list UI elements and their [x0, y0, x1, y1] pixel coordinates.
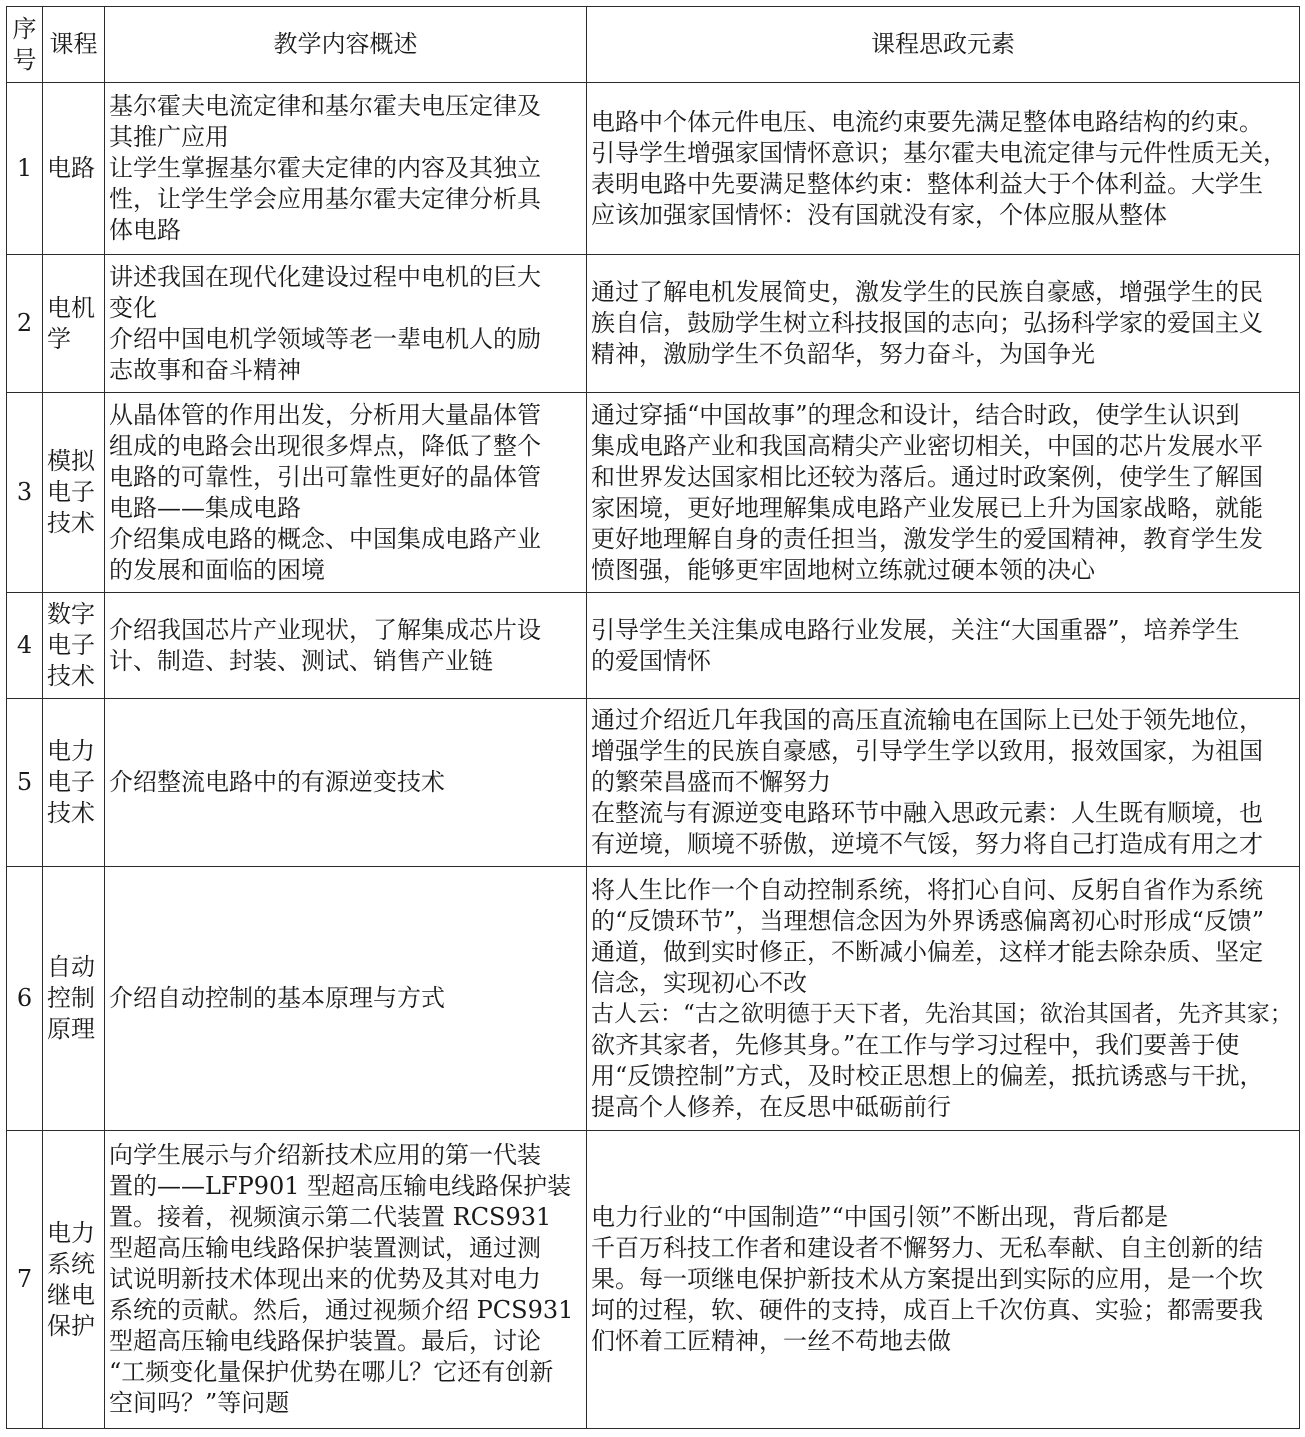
teaching-content-line: 型超高压输电线路保护装置测试，通过测 [109, 1234, 541, 1262]
teaching-content-line: 电路——集成电路 [109, 493, 301, 522]
table-row [7, 867, 1300, 1131]
row-index: 2 [7, 255, 43, 393]
teaching-content [105, 593, 587, 699]
teaching-content [105, 867, 587, 1131]
teaching-content-line: 讲述我国在现代化建设过程中电机的巨大 [109, 262, 541, 291]
ideology-element-line: 通道，做到实时修正，不断减小偏差，这样才能去除杂质、坚定 [591, 937, 1263, 966]
ideology-element-line: 精神，激励学生不负韶华，努力奋斗，为国争光 [591, 340, 1095, 368]
table-row [7, 393, 1300, 593]
ideology-element [587, 255, 1300, 393]
teaching-content-line: 介绍自动控制的基本原理与方式 [109, 984, 445, 1012]
teaching-content-line: 体电路 [109, 216, 181, 244]
ideology-element-line: 在整流与有源逆变电路环节中融入思政元素：人生既有顺境，也 [591, 799, 1263, 827]
teaching-content-line: 其推广应用 [109, 123, 229, 151]
teaching-content-line: 从晶体管的作用出发，分析用大量晶体管 [109, 400, 541, 429]
teaching-content-line: 空间吗？”等问题 [109, 1389, 290, 1417]
table-row [7, 83, 1300, 255]
ideology-element-line: 引导学生关注集成电路行业发展，关注“大国重器”，培养学生 [591, 615, 1240, 644]
ideology-element [587, 867, 1300, 1131]
course-name: 电力系统继电保护 [43, 1131, 105, 1429]
ideology-element-line: 电力行业的“中国制造”“中国引领”不断出现，背后都是 [591, 1203, 1169, 1231]
ideology-element-line: 古人云：“古之欲明德于天下者，先治其国；欲治其国者，先齐其家； [591, 1000, 1293, 1027]
course-name: 自动控制原理 [43, 867, 105, 1131]
ideology-element-line: 的“反馈环节”，当理想信念因为外界诱惑偏离初心时形成“反馈” [591, 906, 1265, 935]
teaching-content-line: 置的——LFP901 型超高压输电线路保护装 [109, 1172, 572, 1200]
teaching-content-line: 介绍集成电路的概念、中国集成电路产业 [109, 524, 541, 553]
ideology-element-line: 更好地理解自身的责任担当，激发学生的爱国精神，教育学生发 [591, 524, 1263, 553]
teaching-content-line: 的发展和面临的困境 [109, 555, 325, 584]
ideology-element-line: 表明电路中先要满足整体约束：整体利益大于个体利益。大学生 [591, 169, 1263, 198]
table-body [7, 83, 1300, 1429]
course-name: 电力电子技术 [43, 699, 105, 867]
header-element: 课程思政元素 [587, 7, 1300, 83]
teaching-content-line: 介绍我国芯片产业现状，了解集成芯片设 [109, 615, 541, 644]
teaching-content-line: 志故事和奋斗精神 [109, 355, 301, 384]
teaching-content-line: 计、制造、封装、测试、销售产业链 [109, 646, 493, 675]
row-index: 1 [7, 83, 43, 255]
teaching-content-line: 组成的电路会出现很多焊点，降低了整个 [109, 431, 541, 460]
header-index [7, 7, 43, 83]
teaching-content-line: 变化 [109, 293, 157, 322]
teaching-content-line: 基尔霍夫电流定律和基尔霍夫电压定律及 [109, 92, 541, 120]
ideology-element [587, 593, 1300, 699]
ideology-element-line: 愤图强，能够更牢固地树立练就过硬本领的决心 [591, 555, 1095, 584]
table-header-row [7, 7, 1300, 83]
row-index: 4 [7, 593, 43, 699]
teaching-content-line: 型超高压输电线路保护装置。最后，讨论 [109, 1327, 541, 1355]
teaching-content [105, 393, 587, 593]
ideology-element-line: 的爱国情怀 [591, 646, 711, 675]
course-name: 数字电子技术 [43, 593, 105, 699]
row-index: 5 [7, 699, 43, 867]
ideology-element-line: 果。每一项继电保护新技术从方案提出到实际的应用，是一个坎 [591, 1265, 1263, 1293]
row-index: 7 [7, 1131, 43, 1429]
ideology-element-line: 提高个人修养，在反思中砥砺前行 [591, 1092, 951, 1121]
ideology-element-line: 和世界发达国家相比还较为落后。通过时政案例，使学生了解国 [591, 462, 1263, 491]
teaching-content [105, 1131, 587, 1429]
ideology-element-line: 增强学生的民族自豪感，引导学生学以致用，报效国家，为祖国 [591, 737, 1263, 765]
course-name: 模拟电子技术 [43, 393, 105, 593]
ideology-element [587, 1131, 1300, 1429]
teaching-content-line: 介绍整流电路中的有源逆变技术 [109, 768, 445, 796]
teaching-content-line: 系统的贡献。然后，通过视频介绍 PCS931 [109, 1296, 574, 1324]
ideology-element [587, 83, 1300, 255]
header-course: 课程 [43, 7, 105, 83]
ideology-element-line: 有逆境，顺境不骄傲，逆境不气馁，努力将自己打造成有用之才 [591, 830, 1263, 858]
table-row [7, 255, 1300, 393]
ideology-element-line: 通过介绍近几年我国的高压直流输电在国际上已处于领先地位， [591, 706, 1263, 734]
ideology-element-line: 的繁荣昌盛而不懈努力 [591, 768, 831, 796]
row-index: 3 [7, 393, 43, 593]
ideology-element-line: 们怀着工匠精神，一丝不苟地去做 [591, 1327, 951, 1355]
course-name: 电机学 [43, 255, 105, 393]
teaching-content-line: 试说明新技术体现出来的优势及其对电力 [109, 1265, 541, 1293]
teaching-content-line: 性，让学生学会应用基尔霍夫定律分析具 [109, 185, 541, 213]
course-name: 电路 [43, 83, 105, 255]
ideology-element-line: 族自信，鼓励学生树立科技报国的志向；弘扬科学家的爱国主义 [591, 309, 1263, 337]
table-row [7, 593, 1300, 699]
table-row [7, 1131, 1300, 1429]
course-ideology-table [6, 6, 1300, 1429]
ideology-element-line: 通过了解电机发展简史，激发学生的民族自豪感，增强学生的民 [591, 278, 1263, 306]
ideology-element-line: 坷的过程，软、硬件的支持，成百上千次仿真、实验；都需要我 [591, 1296, 1263, 1324]
teaching-content [105, 255, 587, 393]
header-index-label: 序 号 [12, 14, 37, 74]
ideology-element-line: 用“反馈控制”方式，及时校正思想上的偏差，抵抗诱惑与干扰， [591, 1061, 1264, 1090]
ideology-element-line: 千百万科技工作者和建设者不懈努力、无私奉献、自主创新的结 [591, 1234, 1263, 1262]
row-index: 6 [7, 867, 43, 1131]
table-row [7, 699, 1300, 867]
teaching-content-line: 电路的可靠性，引出可靠性更好的晶体管 [109, 462, 541, 491]
ideology-element-line: 电路中个体元件电压、电流约束要先满足整体电路结构的约束。 [591, 107, 1263, 136]
teaching-content-line: 置。接着，视频演示第二代装置 RCS931 [109, 1203, 552, 1231]
teaching-content [105, 83, 587, 255]
ideology-element-line: 家困境，更好地理解集成电路产业发展已上升为国家战略，就能 [591, 493, 1263, 522]
ideology-element-line: 通过穿插“中国故事”的理念和设计，结合时政，使学生认识到 [591, 400, 1240, 429]
header-content: 教学内容概述 [105, 7, 587, 83]
ideology-element-line: 将人生比作一个自动控制系统，将扪心自问、反躬自省作为系统 [591, 875, 1263, 904]
ideology-element [587, 699, 1300, 867]
ideology-element-line: 信念，实现初心不改 [591, 968, 807, 997]
teaching-content-line: 向学生展示与介绍新技术应用的第一代装 [109, 1141, 541, 1169]
teaching-content-line: 让学生掌握基尔霍夫定律的内容及其独立 [109, 154, 541, 182]
ideology-element-line: 应该加强家国情怀：没有国就没有家，个体应服从整体 [591, 200, 1167, 229]
teaching-content [105, 699, 587, 867]
teaching-content-line: 介绍中国电机学领域等老一辈电机人的励 [109, 324, 541, 353]
teaching-content-line: “工频变化量保护优势在哪儿？它还有创新 [109, 1358, 554, 1386]
ideology-element-line: 集成电路产业和我国高精尖产业密切相关，中国的芯片发展水平 [591, 431, 1263, 460]
ideology-element [587, 393, 1300, 593]
ideology-element-line: 引导学生增强家国情怀意识；基尔霍夫电流定律与元件性质无关， [591, 138, 1287, 167]
ideology-element-line: 欲齐其家者，先修其身。”在工作与学习过程中，我们要善于使 [591, 1030, 1240, 1059]
